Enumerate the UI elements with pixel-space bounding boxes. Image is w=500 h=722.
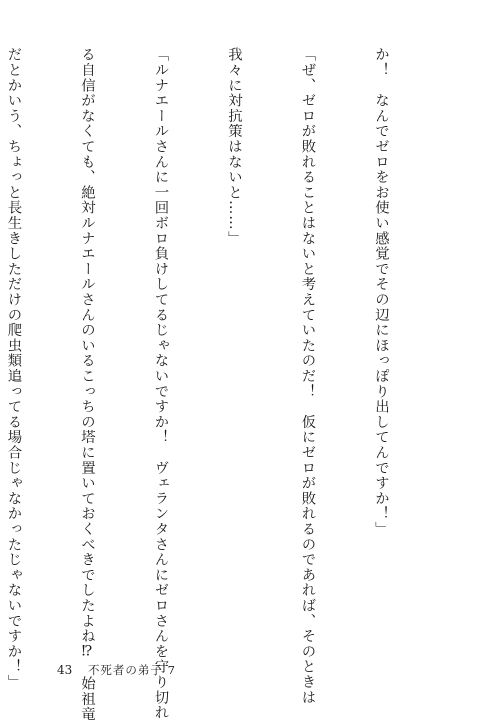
text-line: る自信がなくても、絶対ルナエールさんのいるこっちの塔に置いておくべきでしたよね⁉ 始祖竜 xyxy=(79,47,95,722)
running-title: 不死者の弟子 7 xyxy=(87,663,176,677)
page-number: 43 xyxy=(57,663,73,677)
text-line: か！ なんでゼロをお使い感覚でその辺にほっぽり出してんですか！」 xyxy=(373,47,389,537)
text-line: 我々に対抗策はないと……」 xyxy=(226,47,242,246)
text-line: 「ルナエールさんに一回ボロ負けしてるじゃないですか！ ヴェランタさんにゼロさんを守り切れ xyxy=(152,47,169,721)
text-line: だとかいう、ちょっと長生きしただけの爬虫類追ってる場合じゃなかったじゃないですか！」 xyxy=(5,47,22,690)
page-footer xyxy=(57,662,176,678)
text-line: 「ぜ、ゼロが敗れることはないと考えていたのだ！ 仮にゼロが敗れるのであれば、そのときは xyxy=(299,47,316,705)
